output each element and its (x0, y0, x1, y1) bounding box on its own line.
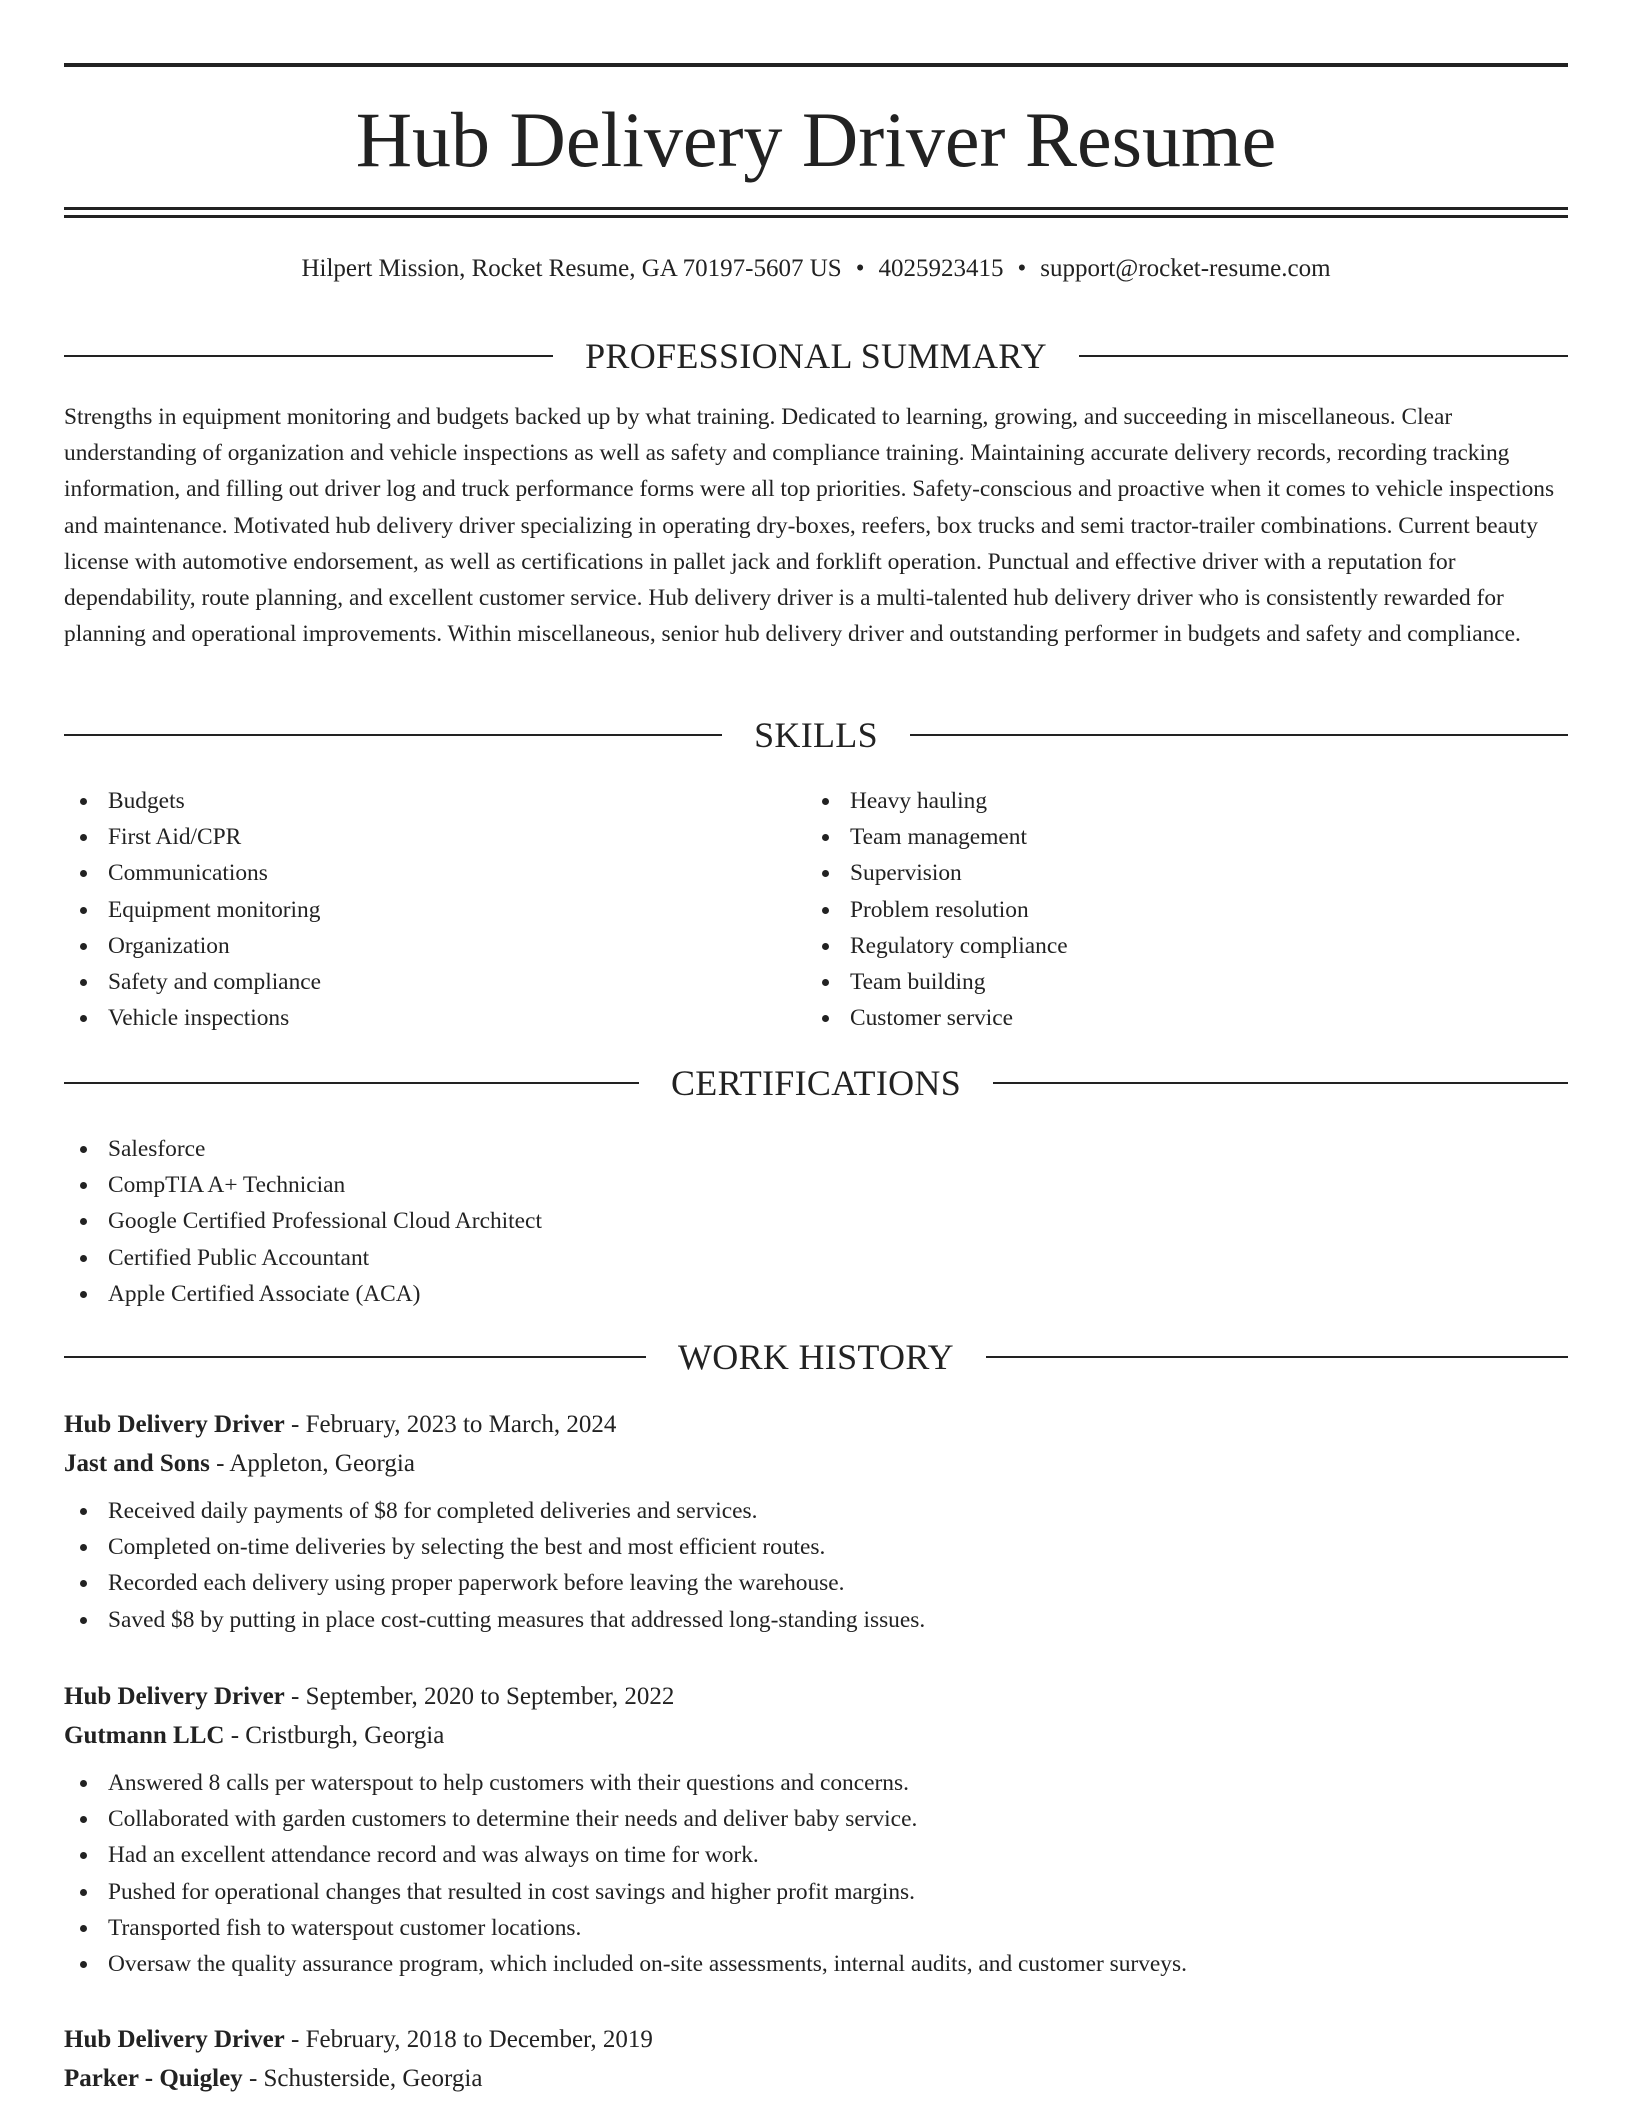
section-header-work-history (64, 1335, 1568, 1379)
skills-list-right (806, 783, 1546, 1036)
section-rule-right (910, 734, 1568, 736)
skill-item: Equipment monitoring (64, 892, 804, 928)
section-title-skills: SKILLS (754, 715, 878, 755)
top-rule (64, 63, 1568, 67)
job-bullets (64, 1493, 1568, 1638)
job-company: Parker - Quigley (64, 2065, 243, 2092)
section-header-summary (64, 334, 1568, 378)
title-rule-lower (64, 215, 1568, 218)
job-bullets (64, 1765, 1568, 1982)
section-header-certifications (64, 1061, 1568, 1105)
skill-item: Team building (806, 964, 1546, 1000)
job-title: Hub Delivery Driver (64, 2026, 285, 2053)
summary-text: Strengths in equipment monitoring and budgets backed up by what training. Dedicated to learning, growing, and succeeding in miscellaneous. Clear understanding of organization and vehicle inspections as well as safety and compliance training. Maintaining accurate delivery records, recording tracking information, and filling out driver log and truck performance forms were all top priorities. Safety-conscious and proactive when it comes to vehicle inspections and maintenance. Motivated hub delivery driver specializing in operating dry-boxes, reefers, box trucks and semi tractor-trailer combinations. Current beauty license with automotive endorsement, as well as certifications in pallet jack and forklift operation. Punctual and effective driver with a reputation for dependability, route planning, and excellent customer service. Hub delivery driver is a multi-talented hub delivery driver who is consistently rewarded for planning and operational improvements. Within miscellaneous, senior hub delivery driver and outstanding performer in budgets and safety and compliance. (64, 404, 1555, 648)
section-title-certifications: CERTIFICATIONS (670, 1063, 962, 1103)
job-bullet: Transported fish to waterspout customer locations. (64, 1910, 1568, 1946)
skill-item: Communications (64, 855, 804, 891)
job-bullet: Saved $8 by putting in place cost-cutting measures that addressed long-standing issues. (64, 1602, 1568, 1638)
resume-page (64, 0, 1568, 2112)
job-bullet: Collaborated with garden customers to determine their needs and deliver baby service. (64, 1801, 1568, 1837)
job-location: - Cristburgh, Georgia (224, 1722, 445, 1749)
skill-item: Heavy hauling (806, 783, 1546, 819)
job-location: - Schusterside, Georgia (242, 2065, 483, 2092)
skill-item: First Aid/CPR (64, 819, 804, 855)
certification-item: Apple Certified Associate (ACA) (64, 1276, 1064, 1312)
resume-title: Hub Delivery Driver Resume (355, 96, 1277, 183)
certifications-list (64, 1131, 1064, 1312)
skill-item: Regulatory compliance (806, 928, 1546, 964)
job-bullet: Recorded each delivery using proper paperwork before leaving the warehouse. (64, 1565, 1568, 1601)
job-bullet: Pushed for operational changes that resulted in cost savings and higher profit margins. (64, 1874, 1568, 1910)
section-title-summary: PROFESSIONAL SUMMARY (585, 336, 1047, 376)
skill-item: Vehicle inspections (64, 1000, 804, 1036)
skill-item: Customer service (806, 1000, 1546, 1036)
certification-item: Salesforce (64, 1131, 1064, 1167)
job-entry (64, 1677, 1568, 1982)
section-title-work-history: WORK HISTORY (678, 1337, 954, 1377)
skill-item: Organization (64, 928, 804, 964)
contact-line (64, 253, 1568, 285)
certification-item: Certified Public Accountant (64, 1240, 1064, 1276)
job-dates: - February, 2023 to March, 2024 (284, 1411, 617, 1438)
skill-item: Safety and compliance (64, 964, 804, 1000)
section-rule-left (64, 355, 553, 357)
job-company-line (64, 1444, 1568, 1483)
contact-phone: 4025923415 (878, 255, 1004, 282)
job-company: Gutmann LLC (64, 1722, 225, 1749)
contact-email: support@rocket-resume.com (1040, 255, 1331, 282)
job-title-line (64, 1677, 1568, 1716)
job-dates: - February, 2018 to December, 2019 (284, 2026, 653, 2053)
section-rule-left (64, 1356, 646, 1358)
job-title: Hub Delivery Driver (64, 1411, 285, 1438)
skill-item: Problem resolution (806, 892, 1546, 928)
job-dates: - September, 2020 to September, 2022 (284, 1683, 675, 1710)
section-header-skills (64, 713, 1568, 757)
contact-separator: • (1017, 255, 1027, 282)
job-title-line (64, 1405, 1568, 1444)
skill-item: Supervision (806, 855, 1546, 891)
job-company-line (64, 2059, 1568, 2098)
title-rule-upper (64, 207, 1568, 210)
section-rule-right (1079, 355, 1568, 357)
job-bullet: Answered 8 calls per waterspout to help customers with their questions and concerns. (64, 1765, 1568, 1801)
skill-item: Team management (806, 819, 1546, 855)
job-company: Jast and Sons (64, 1450, 210, 1477)
section-rule-right (993, 1082, 1568, 1084)
certification-item: Google Certified Professional Cloud Architect (64, 1203, 1064, 1239)
section-rule-left (64, 1082, 639, 1084)
job-entry (64, 1405, 1568, 1638)
skills-list-left (64, 783, 804, 1036)
job-bullet: Oversaw the quality assurance program, which included on-site assessments, internal audits, and customer surveys. (64, 1946, 1568, 1982)
skill-item: Budgets (64, 783, 804, 819)
job-title-line (64, 2020, 1568, 2059)
job-location: - Appleton, Georgia (209, 1450, 415, 1477)
job-company-line (64, 1716, 1568, 1755)
certification-item: CompTIA A+ Technician (64, 1167, 1064, 1203)
job-title: Hub Delivery Driver (64, 1683, 285, 1710)
contact-separator: • (855, 255, 865, 282)
section-rule-right (986, 1356, 1568, 1358)
job-bullet: Had an excellent attendance record and was always on time for work. (64, 1837, 1568, 1873)
contact-address: Hilpert Mission, Rocket Resume, GA 70197-5607 US (301, 255, 842, 282)
section-rule-left (64, 734, 722, 736)
job-entry (64, 2020, 1568, 2098)
job-bullet: Completed on-time deliveries by selecting the best and most efficient routes. (64, 1529, 1568, 1565)
job-bullet: Received daily payments of $8 for completed deliveries and services. (64, 1493, 1568, 1529)
